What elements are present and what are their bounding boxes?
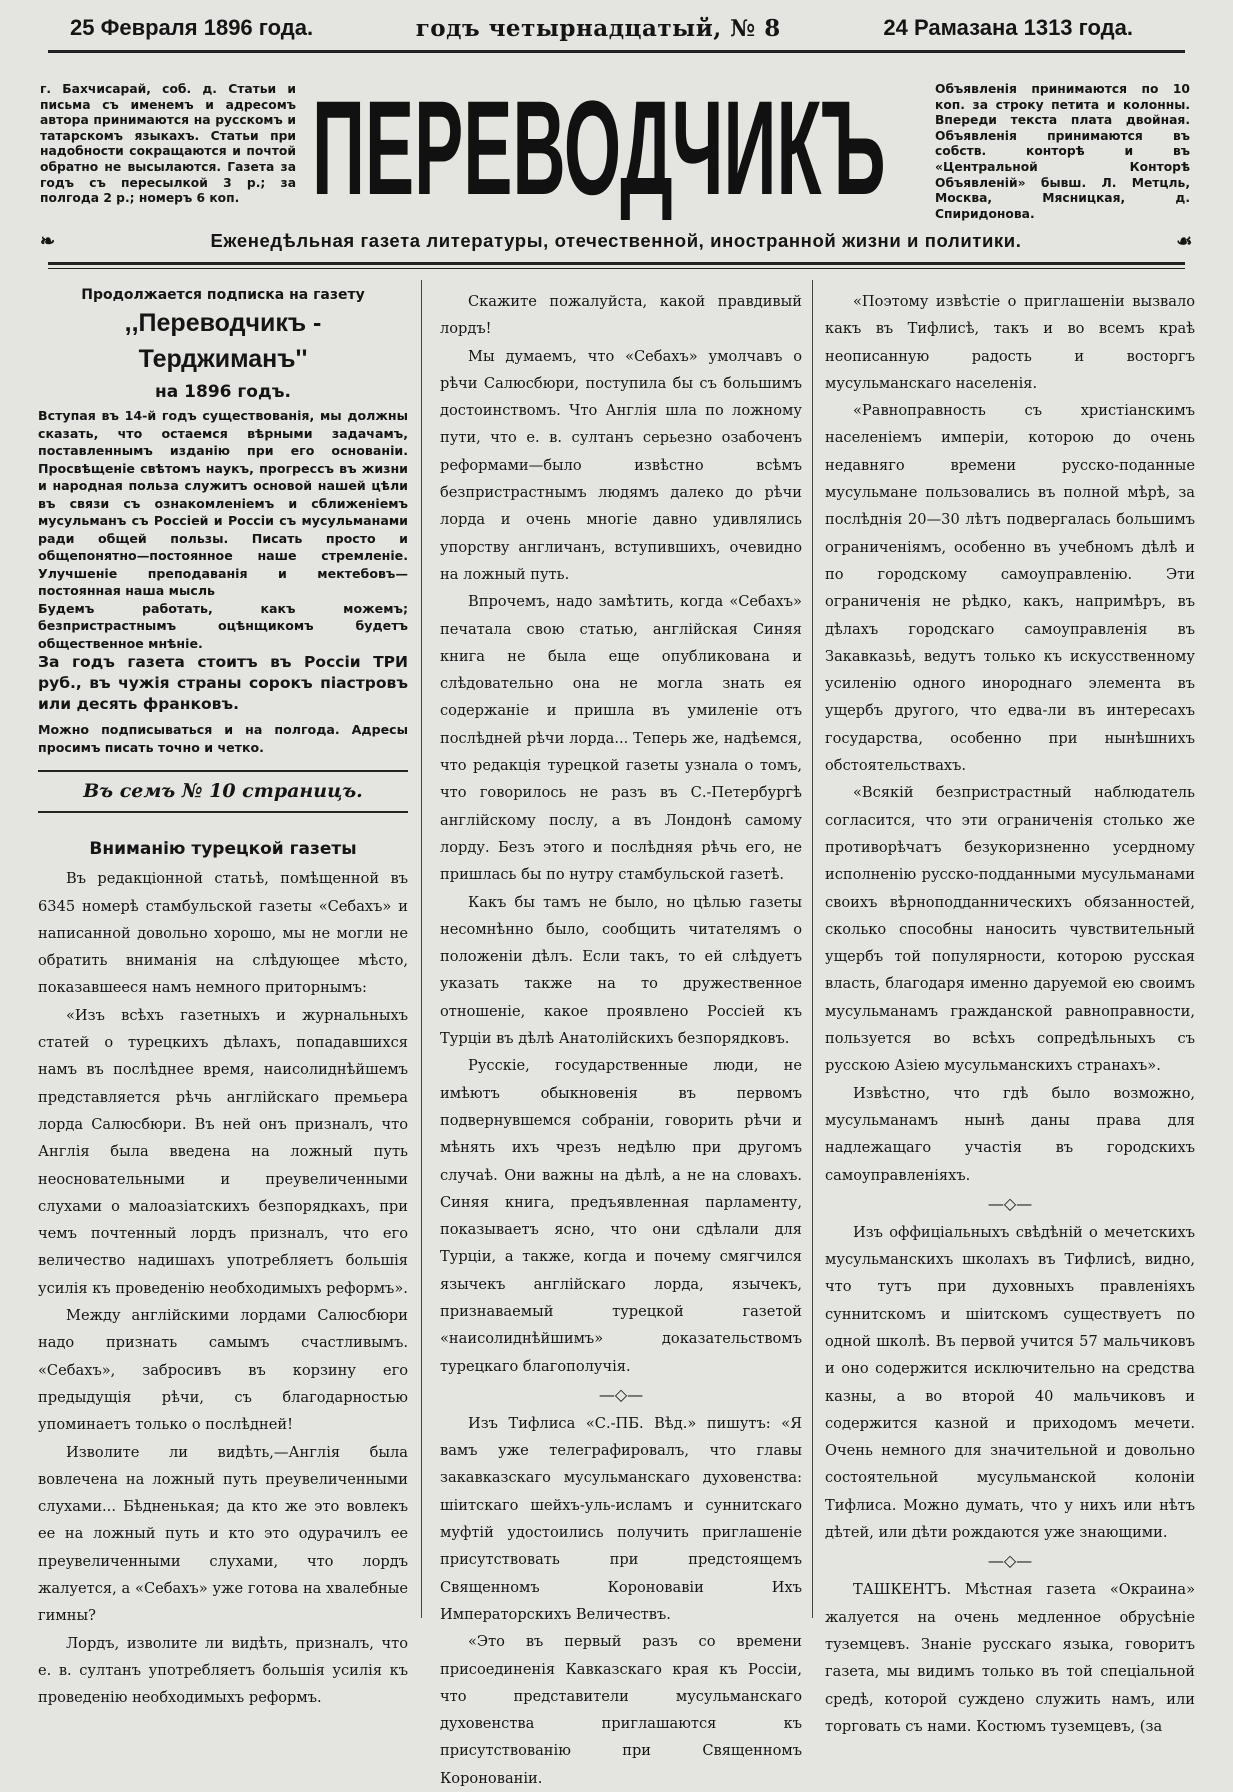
masthead-dateline	[70, 10, 1133, 46]
column-3: «Поэтому извѣстіе о приглашеніи вызвало какъ въ Тифлисѣ, такъ и во всемъ краѣ неописанную радость и восторгъ мусульманскаго населенія. «Равноправность съ христіанскимъ населеніемъ имперіи, которою до очень недавняго времени русско-поданные мусульмане пользовались въ полной мѣрѣ, за послѣднія 20—30 лѣтъ подвергалась большимъ ограниченіямъ, особенно въ учебномъ дѣлѣ и по городскому самоуправленію. Эти ограниченія не рѣдко, какъ, напримѣръ, въ дѣлахъ городскаго самоуправленія въ Закавказьѣ, ведутъ только къ искусственному усиленію одного инороднаго элемента въ ущербъ другого, что едва-ли въ интересахъ государства, особенно при нынѣшнихъ обстоятельствахъ. «Всякій безпристрастный наблюдатель согласится, что эти ограниченія столько же противорѣчатъ безукоризненно усердному исполненію русско-подданными мусульманами своихъ вѣрноподданническихъ обязанностей, сколько способны наносить чувствительный ущербъ той популярности, которою русская власть, благодаря именно даруемой ею своимъ мусульманамъ гражданской равноправности, пользуется во всѣхъ сопредѣльныхъ съ русскою Азіею мусульманскихъ странахъ». Извѣстно, что гдѣ было возможно, мусульманамъ нынѣ даны права для надлежащаго участія въ городскихъ самоуправленіяхъ. —◇— Изъ оффиціальныхъ свѣдѣній о мечетскихъ мусульманскихъ школахъ въ Тифлисѣ, видно, что тутъ при духовныхъ правленіяхъ суннитскомъ и шіитскомъ существуетъ по одной школѣ. Въ первой учится 57 мальчиковъ и оно содержится исключительно на средства казны, а во второй 40 мальчиковъ и содержится казной и приходомъ мечети. Очень немного для значительной и довольно состоятельной мусульманской колоніи Тифлиса. Можно думать, что у нихъ или нѣтъ дѣтей, или дѣти рождаются уже знающими. —◇— ТАШКЕНТЪ. Мѣстная газета «Окраина» жалуется на очень медленное обрусѣніе туземцевъ. Знаніе русскаго языка, говоритъ газета, мы видимъ только въ той спеціальной средѣ, которой суждено служить намъ, или торговать съ нами. Костюмъ туземцевъ, (за	[825, 288, 1195, 1740]
column-2: Скажите пожалуйста, какой правдивый лордъ! Мы думаемъ, что «Себахъ» умолчавъ о рѣчи Салюсбюри, поступила бы съ большимъ достоинствомъ. Что Англія шла по ложному пути, что е. в. султанъ серьезно озабоченъ реформами—было извѣстно всѣмъ безпристрастнымъ людямъ далеко до рѣчи лорда и очень многіе давно удивлялись упорству англичанъ, вступившихъ, очевидно на ложный путь. Впрочемъ, надо замѣтить, когда «Себахъ» печатала свою статью, англійская Синяя книга не была еще опубликована и слѣдовательно она не могла знать ея содержаніе и пришла въ умиленіе отъ послѣдней рѣчи лорда... Теперь же, надѣемся, что редакція турецкой газеты узнала о томъ, что говорилось не разъ въ С.-Петербургѣ англійскому послу, а въ Лондонѣ самому лорду. Безъ этого и послѣдняя рѣчь его, не пришлась бы по нутру стамбульской газетѣ. Какъ бы тамъ не было, но цѣлью газеты несомнѣнно было, сообщить читателямъ о положеніи дѣлъ. Если такъ, то ей слѣдуетъ указать также на то дружественное отношеніе, какое проявлено Россіей къ Турціи въ дѣлѣ Анатолійскихъ безпорядковъ. Русскіе, государственные люди, не имѣютъ обыкновенія въ первомъ подвернувшемся собраніи, говорить рѣчи и мѣнять ихъ чрезъ недѣлю при другомъ случаѣ. Они важны на дѣлѣ, а не на словахъ. Синяя книга, предъявленная парламенту, показываетъ ясно, что они сдѣлали для Турціи, а также, когда и почему смягчился язычекъ англійскаго лорда, язычекъ, признаваемый турецкой газетой «наисолиднѣйшимъ» доказательствомъ турецкаго благополучія. —◇— Изъ Тифлиса «С.-ПБ. Вѣд.» пишутъ: «Я вамъ уже телеграфировалъ, что главы закавказскаго мусульманскаго духовенства: шіитскаго шейхъ-уль-исламъ и суннитскаго муфтій удостоились получить приглашеніе присутствовать при предстоящемъ Священномъ Короновавіи Ихъ Императорскихъ Величествъ. «Это въ первый разъ со времени присоединенія Кавказскаго края къ Россіи, что представители мусульманскаго духовенства приглашаются къ присутствованію при Священномъ Коронованіи.	[440, 293, 802, 1787]
ornament-icon: ☙	[1176, 230, 1193, 251]
hijri-date: 24 Рамазана 1313 года.	[883, 15, 1133, 40]
subtitle-text: Еженедѣльная газета литературы, отечественной, иностранной жизни и политики.	[210, 230, 1022, 251]
column-divider	[421, 280, 422, 1618]
divider	[48, 262, 1185, 265]
ornament-icon: ❧	[40, 230, 56, 251]
section-ornament: —◇—	[987, 1193, 1033, 1213]
divider	[48, 50, 1185, 53]
gregorian-date: 25 Февраля 1896 года.	[70, 15, 314, 40]
subscription-notice: Продолжается подписка на газету ,,Переводчикъ - Терджиманъ'' на 1896 годъ. Вступая въ 14-й годъ существованія, мы должны сказать, что остаемся вѣрными задачамъ, поставленнымъ изданію при его основаніи. Просвѣщеніе свѣтомъ наукъ, прогрессъ въ жизни и народная польза служитъ основой нашей цѣли въ связи съ ознакомленіемъ и сближеніемъ мусульманъ съ Россіей и Россіи съ мусульманами ради общей пользы. Писать просто и общепонятно—постоянное наше стремленіе. Улучшеніе преподаванія и мектебовъ—постоянная наша мысль Будемъ работать, какъ можемъ; безпристрастнымъ оцѣнщикомъ будетъ общественное мнѣніе. За годъ газета стоитъ въ Россіи ТРИ руб., въ чужія страны сорокъ піастровъ или десять франковъ. Можно подписываться и на полгода. Адресы просимъ писать точно и четко.	[38, 287, 408, 755]
column-divider	[812, 280, 813, 1618]
schools-article: Изъ оффиціальныхъ свѣдѣній о мечетскихъ мусульманскихъ школахъ въ Тифлисѣ, видно, что тутъ при духовныхъ правленіяхъ суннитскомъ и шіитскомъ существуетъ по одной школѣ. Въ первой учится 57 мальчиковъ и оно содержится исключительно на средства казны, а во второй 40 мальчиковъ и содержится казной и приходомъ мечети. Очень немного для значительной и довольно состоятельной мусульманской колоніи Тифлиса. Можно думать, что у нихъ или нѣтъ дѣтей, или дѣти рождаются уже знающими.	[825, 1223, 1195, 1542]
article-heading: Вниманію турецкой газеты	[89, 839, 357, 860]
page-count-note: Въ семъ № 10 страницъ.	[38, 770, 408, 813]
advertising-notice: Объявленія принимаются по 10 коп. за строку петита и колонны. Впереди текста плата двойная. Объявленія принимаются въ собств. конторѣ и въ «Центральной Конторѣ Объявленій» бывш. Л. Метцль, Москва, Мясницкая, д. Спиридонова.	[935, 82, 1190, 221]
divider	[48, 268, 1185, 269]
newspaper-title: ПЕРЕВОДЧИКЪ	[312, 80, 886, 220]
editorial-notice: г. Бахчисарай, соб. д. Статьи и письма съ именемъ и адресомъ автора принимаются на русскомъ и татарскомъ языкахъ. Статьи при надобности сокращаются и почтой обратно не высылаются. Газета за годъ съ пересылкой 3 р.; за полгода 2 р.; номеръ 6 коп.	[40, 82, 296, 206]
tashkent-article: ТАШКЕНТЪ. Мѣстная газета «Окраина» жалуется на очень медленное обрусѣніе туземцевъ. Знаніе русскаго языка, говоритъ газета, мы видимъ только въ той спеціальной средѣ, которой суждено служить намъ, или торговать съ нами. Костюмъ туземцевъ, (за	[825, 1581, 1195, 1735]
section-ornament: —◇—	[598, 1384, 644, 1404]
year-issue-number: годъ четырнадцатый, № 8	[415, 14, 781, 42]
masthead-subtitle	[40, 230, 1193, 252]
column-1: Продолжается подписка на газету ,,Переводчикъ - Терджиманъ'' на 1896 годъ. Вступая въ 14-й годъ существованія, мы должны сказать, что остаемся вѣрными задачамъ, поставленнымъ изданію при его основаніи. Просвѣщеніе свѣтомъ наукъ, прогрессъ въ жизни и народная польза служитъ основой нашей цѣли въ связи съ ознакомленіемъ и сближеніемъ мусульманъ съ Россіей и Россіи съ мусульманами ради общей пользы. Писать просто и общепонятно—постоянное наше стремленіе. Улучшеніе преподаванія и мектебовъ—постоянная наша мысль Будемъ работать, какъ можемъ; безпристрастнымъ оцѣнщикомъ будетъ общественное мнѣніе. За годъ газета стоитъ въ Россіи ТРИ руб., въ чужія страны сорокъ піастровъ или десять франковъ. Можно подписываться и на полгода. Адресы просимъ писать точно и четко. Въ семъ № 10 страницъ. Вниманію турецкой газеты Въ редакціонной статьѣ, помѣщенной въ 6345 номерѣ стамбульской газеты «Себахъ» и написанной довольно хорошо, мы не могли не обратить вниманія на слѣдующее мѣсто, показавшееся намъ немного приторнымъ: «Изъ всѣхъ газетныхъ и журнальныхъ статей о турецкихъ дѣлахъ, попадавшихся намъ въ послѣднее время, наисолиднѣйшемъ представляется рѣчь англійскаго премьера лорда Салюсбюри. Въ ней онъ призналъ, что Англія была введена на ложный путь неосновательными и преувеличенными слухами о малоазіатскихъ безпорядкахъ, при чемъ почтенный лордъ призналъ, что его величество надишахъ употребляетъ большія усилія къ проведенію необходимыхъ реформъ». Между англійскими лордами Салюсбюри надо признать самымъ счастливымъ. «Себахъ», забросивъ въ корзину его предыдущія рѣчи, съ благодарностью упоминаетъ только о послѣдней! Изволите ли видѣть,—Англія была вовлечена на ложный путь преувеличенными слухами... Бѣдненькая; да кто же это вовлекъ ее на ложный путь и кто это одурачилъ ее преувеличенными слухами, что лордъ жалуется, а «Себахъ» уже готова на хвалебные гимны? Лордъ, изволите ли видѣть, призналъ, что е. в. султанъ употребляетъ большія усилія къ проведенію необходимыхъ реформъ.	[38, 287, 408, 1707]
section-ornament: —◇—	[987, 1551, 1033, 1571]
